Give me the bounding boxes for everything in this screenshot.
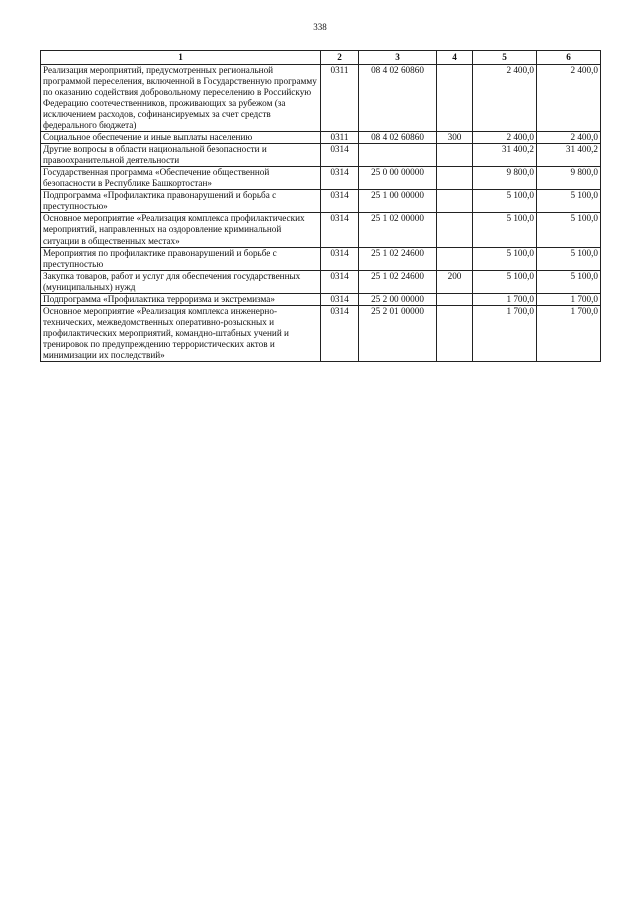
amount-cell: 9 800,0 xyxy=(473,167,537,190)
row-name-cell: Другие вопросы в области национальной безопасности и правоохранительной деятельности xyxy=(41,144,321,167)
amount-cell: 2 400,0 xyxy=(473,132,537,144)
amount-cell: 1 700,0 xyxy=(537,305,601,361)
table-row xyxy=(41,190,601,213)
amount-cell: 2 400,0 xyxy=(473,65,537,132)
amount-cell: 2 400,0 xyxy=(537,132,601,144)
section-code-cell: 0314 xyxy=(321,305,359,361)
row-name-cell: Мероприятия по профилактике правонарушений и борьбе с преступностью xyxy=(41,247,321,270)
target-code-cell: 08 4 02 60860 xyxy=(359,65,437,132)
column-header: 5 xyxy=(473,51,537,65)
amount-cell: 1 700,0 xyxy=(537,293,601,305)
amount-cell: 5 100,0 xyxy=(473,190,537,213)
table-row xyxy=(41,305,601,361)
target-code-cell: 25 2 01 00000 xyxy=(359,305,437,361)
table-row xyxy=(41,65,601,132)
target-code-cell: 25 2 00 00000 xyxy=(359,293,437,305)
column-header: 2 xyxy=(321,51,359,65)
section-code-cell: 0311 xyxy=(321,65,359,132)
expense-type-cell xyxy=(437,293,473,305)
row-name-cell: Государственная программа «Обеспечение общественной безопасности в Республике Башкортостан» xyxy=(41,167,321,190)
row-name-cell: Реализация мероприятий, предусмотренных региональной программой переселения, включенной в Государственную программу по оказанию содействия добровольному переселению в Российскую Федерацию соотечественников, проживающих за рубежом (за исключением расходов, софинансируемых за счет средств федерального бюджета) xyxy=(41,65,321,132)
amount-cell: 5 100,0 xyxy=(473,247,537,270)
section-code-cell: 0314 xyxy=(321,213,359,247)
amount-cell: 1 700,0 xyxy=(473,305,537,361)
section-code-cell: 0314 xyxy=(321,167,359,190)
column-header: 3 xyxy=(359,51,437,65)
table-header-row xyxy=(41,51,601,65)
section-code-cell: 0314 xyxy=(321,247,359,270)
target-code-cell xyxy=(359,144,437,167)
amount-cell: 1 700,0 xyxy=(473,293,537,305)
section-code-cell: 0314 xyxy=(321,270,359,293)
amount-cell: 2 400,0 xyxy=(537,65,601,132)
table-row xyxy=(41,167,601,190)
expense-type-cell: 300 xyxy=(437,132,473,144)
section-code-cell: 0314 xyxy=(321,144,359,167)
amount-cell: 9 800,0 xyxy=(537,167,601,190)
section-code-cell: 0314 xyxy=(321,190,359,213)
expense-type-cell: 200 xyxy=(437,270,473,293)
target-code-cell: 25 0 00 00000 xyxy=(359,167,437,190)
row-name-cell: Закупка товаров, работ и услуг для обеспечения государственных (муниципальных) нужд xyxy=(41,270,321,293)
row-name-cell: Подпрограмма «Профилактика правонарушений и борьба с преступностью» xyxy=(41,190,321,213)
table-row xyxy=(41,270,601,293)
target-code-cell: 25 1 00 00000 xyxy=(359,190,437,213)
budget-table xyxy=(40,50,601,362)
section-code-cell: 0314 xyxy=(321,293,359,305)
target-code-cell: 25 1 02 00000 xyxy=(359,213,437,247)
section-code-cell: 0311 xyxy=(321,132,359,144)
expense-type-cell xyxy=(437,305,473,361)
row-name-cell: Основное мероприятие «Реализация комплекса профилактических мероприятий, направленных на оздоровление криминальной ситуации в общественных местах» xyxy=(41,213,321,247)
expense-type-cell xyxy=(437,65,473,132)
target-code-cell: 25 1 02 24600 xyxy=(359,270,437,293)
amount-cell: 5 100,0 xyxy=(473,270,537,293)
expense-type-cell xyxy=(437,167,473,190)
column-header: 6 xyxy=(537,51,601,65)
amount-cell: 5 100,0 xyxy=(473,213,537,247)
table-row xyxy=(41,293,601,305)
table-row xyxy=(41,213,601,247)
column-header: 1 xyxy=(41,51,321,65)
expense-type-cell xyxy=(437,144,473,167)
amount-cell: 5 100,0 xyxy=(537,247,601,270)
amount-cell: 31 400,2 xyxy=(473,144,537,167)
page-number: 338 xyxy=(313,22,327,32)
amount-cell: 5 100,0 xyxy=(537,270,601,293)
row-name-cell: Основное мероприятие «Реализация комплекса инженерно-технических, межведомственных оперативно-розыскных и профилактических мероприятий, командно-штабных учений и тренировок по предупреждению террористических актов и минимизации их последствий» xyxy=(41,305,321,361)
amount-cell: 5 100,0 xyxy=(537,213,601,247)
expense-type-cell xyxy=(437,190,473,213)
table-row xyxy=(41,247,601,270)
column-header: 4 xyxy=(437,51,473,65)
target-code-cell: 08 4 02 60860 xyxy=(359,132,437,144)
amount-cell: 5 100,0 xyxy=(537,190,601,213)
table-row xyxy=(41,144,601,167)
row-name-cell: Социальное обеспечение и иные выплаты населению xyxy=(41,132,321,144)
target-code-cell: 25 1 02 24600 xyxy=(359,247,437,270)
expense-type-cell xyxy=(437,213,473,247)
row-name-cell: Подпрограмма «Профилактика терроризма и экстремизма» xyxy=(41,293,321,305)
amount-cell: 31 400,2 xyxy=(537,144,601,167)
table-row xyxy=(41,132,601,144)
expense-type-cell xyxy=(437,247,473,270)
